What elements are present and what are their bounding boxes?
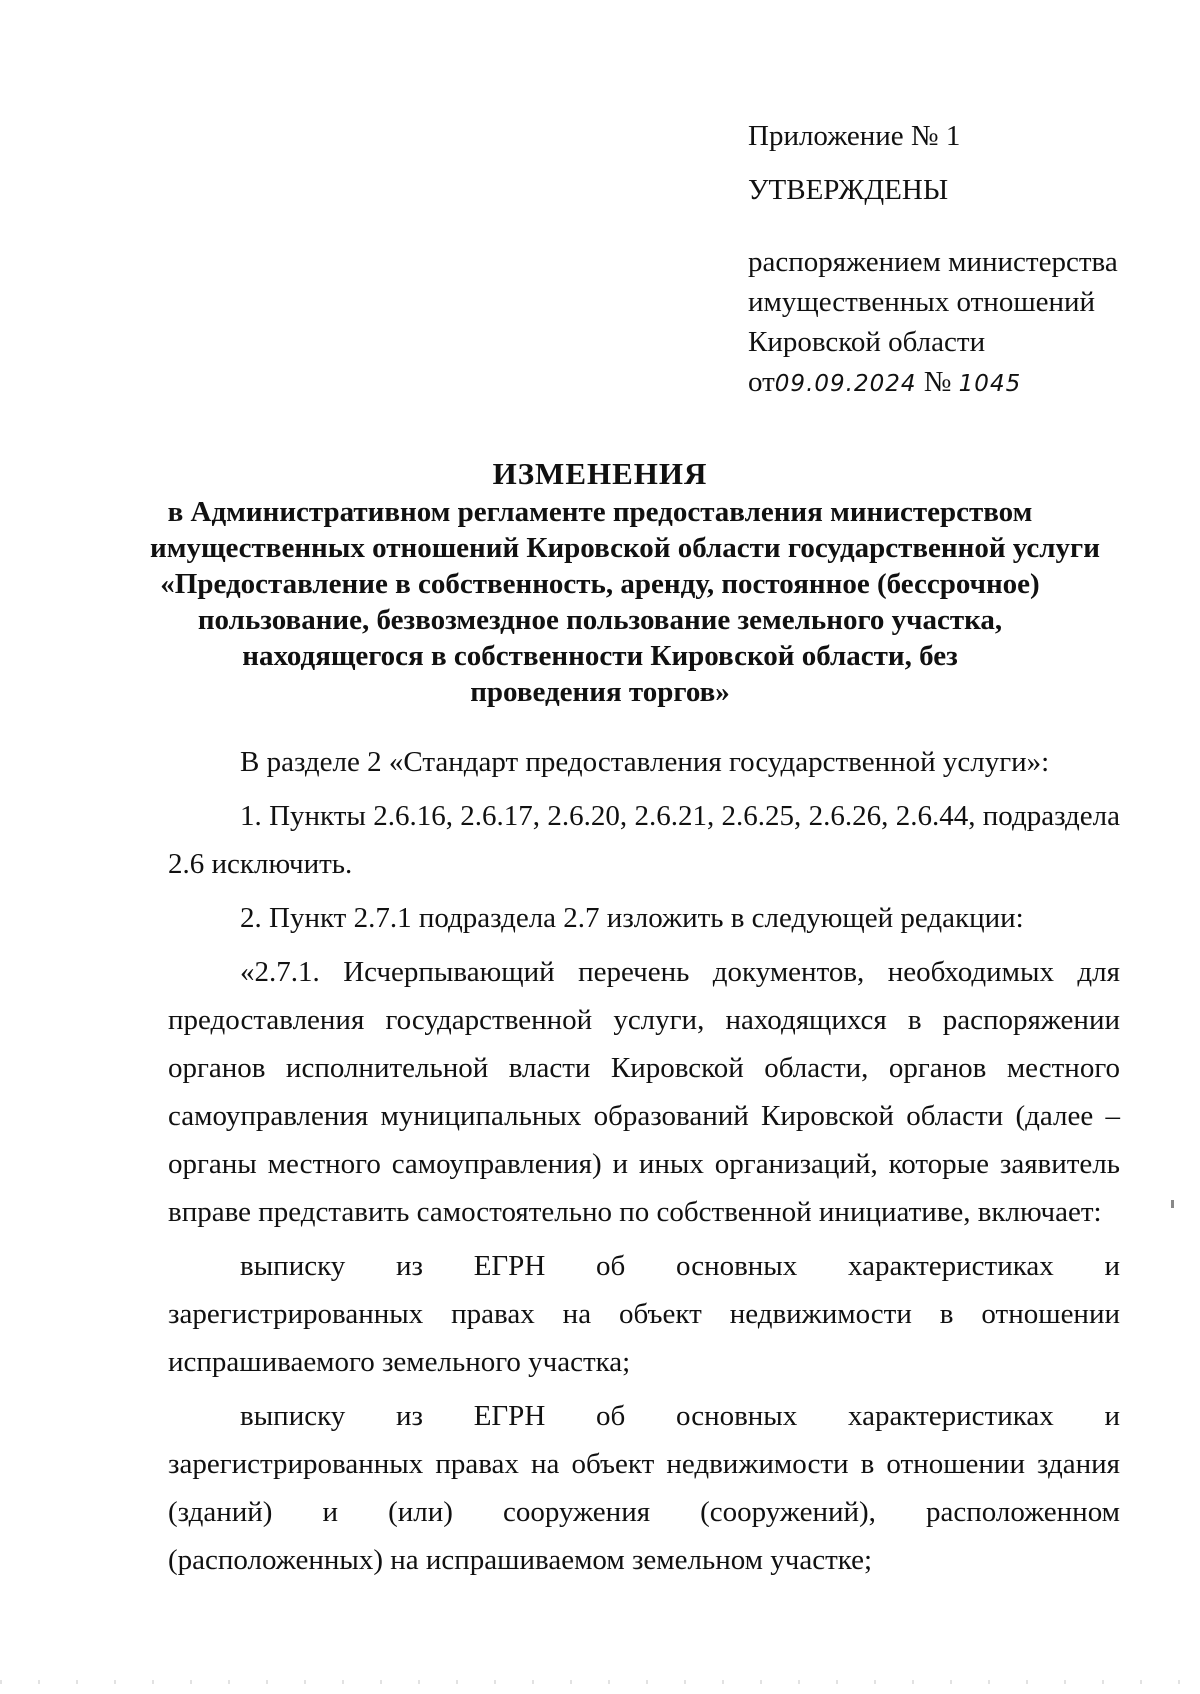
title-line-2: имущественных отношений Кировской области государственной услуги xyxy=(150,532,1100,564)
order-prefix: от xyxy=(748,366,775,398)
approved-by-line-2: имущественных отношений xyxy=(748,286,1096,318)
appendix-label: Приложение № 1 xyxy=(748,120,961,152)
order-number-label: № xyxy=(923,366,952,398)
document-body xyxy=(168,738,1120,1584)
scan-mark xyxy=(1171,1200,1174,1208)
title-line-4: пользование, безвозмездное пользование земельного участка, xyxy=(197,604,1003,636)
scan-edge-artifact xyxy=(0,1680,1200,1684)
egrn-extract-land: выписку из ЕГРН об основных характеристиках и зарегистрированных правах на объект недвижимости в отношении испрашиваемого земельного участка; xyxy=(168,1250,1120,1378)
approved-by-line-3: Кировской области xyxy=(748,326,986,358)
title-line-3: «Предоставление в собственность, аренду, постоянное (бессрочное) xyxy=(160,568,1040,600)
item-2: 2. Пункт 2.7.1 подраздела 2.7 изложить в следующей редакции: xyxy=(240,902,1024,934)
title-line-6: проведения торгов» xyxy=(470,676,730,708)
egrn-extract-buildings: выписку из ЕГРН об основных характеристиках и зарегистрированных правах на объект недвижимости в отношении здания (зданий) и (или) сооружения (сооружений), расположенном (расположенных) на испрашиваемом земельном участке; xyxy=(168,1400,1120,1576)
paragraph-2-7-1: «2.7.1. Исчерпывающий перечень документов, необходимых для предоставления государственной услуги, находящихся в распоряжении органов исполнительной власти Кировской области, органов местного самоуправления муниципальных образований Кировской области (далее – органы местного самоуправления) и иных организаций, которые заявитель вправе представить самостоятельно по собственной инициативе, включает: xyxy=(168,956,1120,1228)
title-line-5: находящегося в собственности Кировской области, без xyxy=(242,640,958,672)
approved-label: УТВЕРЖДЕНЫ xyxy=(748,174,949,206)
section-intro: В разделе 2 «Стандарт предоставления государственной услуги»: xyxy=(240,746,1050,778)
order-reference xyxy=(748,362,1168,404)
approval-stamp-block xyxy=(748,116,1168,404)
title-line-1: в Административном регламенте предоставления министерством xyxy=(167,496,1033,528)
title-heading: ИЗМЕНЕНИЯ xyxy=(492,456,708,491)
item-1: 1. Пункты 2.6.16, 2.6.17, 2.6.20, 2.6.21, 2.6.25, 2.6.26, 2.6.44, подраздела 2.6 исключить. xyxy=(168,800,1120,880)
handwritten-order-date: 09.09.2024 xyxy=(774,371,917,397)
handwritten-order-number: 1045 xyxy=(958,371,1022,397)
document-title xyxy=(150,456,1100,710)
approved-by-line-1: распоряжением министерства xyxy=(748,246,1118,278)
